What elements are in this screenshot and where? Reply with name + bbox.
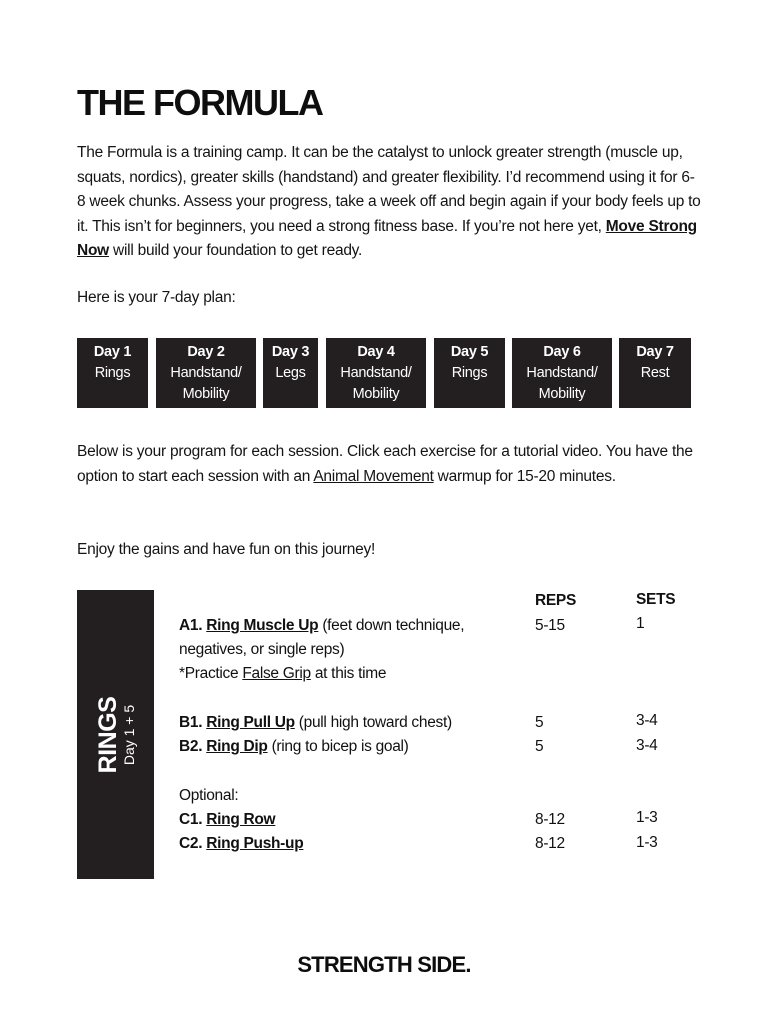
animal-movement-link[interactable]: Animal Movement: [313, 467, 434, 485]
practice-prefix: *Practice: [179, 665, 243, 682]
exercise-note: (ring to bicep is goal): [267, 738, 409, 755]
day-name: Day 3: [271, 344, 310, 360]
intro-text: The Formula is a training camp. It can be the catalyst to unlock greater strength (muscle up, squats, nordics), greater skills (handstand) and greater flexibility. I’d recommend using it for 6-8 week chunks. Assess your progress, take a week off and begin again if your body feels up to it. This isn’t for beginners, you need a strong fitness base. If you’re not here yet,: [77, 144, 701, 235]
exercise-code: C2.: [179, 835, 203, 852]
plan-heading: Here is your 7-day plan:: [77, 289, 236, 306]
program-text: Below is your program for each session. Click each exercise for a tutorial video. You have the option to start each session with an: [77, 443, 693, 485]
sets-header: SETS: [636, 591, 676, 608]
exercise-a1-practice: [179, 662, 386, 687]
day-name: Day 5: [450, 344, 489, 360]
day-7-card: [619, 338, 691, 408]
day-name: Day 7: [636, 344, 674, 360]
exercise-code: B1.: [179, 714, 203, 731]
exercise-code: C1.: [179, 811, 203, 828]
exercise-b1: [179, 711, 452, 736]
exercise-note: (feet down technique,: [318, 617, 465, 634]
c1-sets: 1-3: [636, 809, 658, 826]
practice-suffix: at this time: [310, 665, 387, 682]
program-paragraph: [77, 440, 702, 489]
ring-pull-up-link[interactable]: Ring Pull Up: [206, 714, 295, 731]
session-days: Day 1 + 5: [121, 704, 137, 766]
day-focus-2: Mobility: [182, 386, 230, 402]
ring-muscle-up-link[interactable]: Ring Muscle Up: [206, 617, 319, 634]
day-focus: Handstand/: [170, 365, 242, 381]
day-name: Day 6: [543, 344, 581, 360]
intro-paragraph: [77, 141, 702, 264]
day-6-card: [512, 338, 612, 408]
b1-sets: 3-4: [636, 712, 658, 729]
intro-text-end: will build your foundation to get ready.: [108, 242, 363, 259]
session-title: RINGS: [94, 696, 122, 774]
exercise-code: A1.: [179, 617, 203, 634]
c2-sets: 1-3: [636, 834, 658, 851]
day-focus: Handstand/: [340, 365, 412, 381]
c2-reps: 8-12: [535, 835, 565, 852]
move-strong-now-link[interactable]: Move Strong Now: [77, 217, 697, 259]
day-1-card: [77, 338, 148, 408]
b2-sets: 3-4: [636, 737, 658, 754]
a1-reps: 5-15: [535, 617, 565, 634]
day-name: Day 2: [187, 344, 225, 360]
brand-footer: STRENGTH SIDE.: [297, 952, 471, 977]
false-grip-link[interactable]: False Grip: [242, 665, 311, 682]
exercise-a1-note: negatives, or single reps): [179, 641, 345, 658]
exercise-a1: [179, 614, 464, 639]
day-focus: Rings: [451, 365, 488, 381]
day-focus-2: Mobility: [538, 386, 586, 402]
day-2-card: [156, 338, 256, 408]
day-focus: Rest: [640, 365, 670, 381]
reps-header: REPS: [535, 592, 577, 609]
day-focus-2: Mobility: [352, 386, 400, 402]
optional-label: Optional:: [179, 787, 239, 804]
c1-reps: 8-12: [535, 811, 565, 828]
page-title: THE FORMULA: [77, 82, 323, 123]
ring-push-up-link[interactable]: Ring Push-up: [206, 835, 304, 852]
exercise-b2: [179, 735, 409, 760]
day-4-card: [326, 338, 426, 408]
exercise-code: B2.: [179, 738, 203, 755]
b1-reps: 5: [535, 714, 544, 731]
exercise-c2: [179, 832, 303, 857]
day-5-card: [434, 338, 505, 408]
ring-dip-link[interactable]: Ring Dip: [206, 738, 268, 755]
day-3-card: [263, 338, 318, 408]
exercise-note: (pull high toward chest): [294, 714, 452, 731]
enjoy-text: Enjoy the gains and have fun on this journey!: [77, 541, 376, 558]
a1-sets: 1: [636, 615, 645, 632]
ring-row-link[interactable]: Ring Row: [206, 811, 276, 828]
day-name: Day 4: [357, 344, 395, 360]
rings-session-label: [95, 697, 137, 774]
exercise-c1: [179, 808, 275, 833]
day-focus: Handstand/: [526, 365, 598, 381]
day-name: Day 1: [93, 344, 132, 360]
b2-reps: 5: [535, 738, 544, 755]
day-focus: Rings: [94, 365, 131, 381]
program-text-end: warmup for 15-20 minutes.: [433, 467, 616, 485]
day-focus: Legs: [275, 365, 306, 381]
